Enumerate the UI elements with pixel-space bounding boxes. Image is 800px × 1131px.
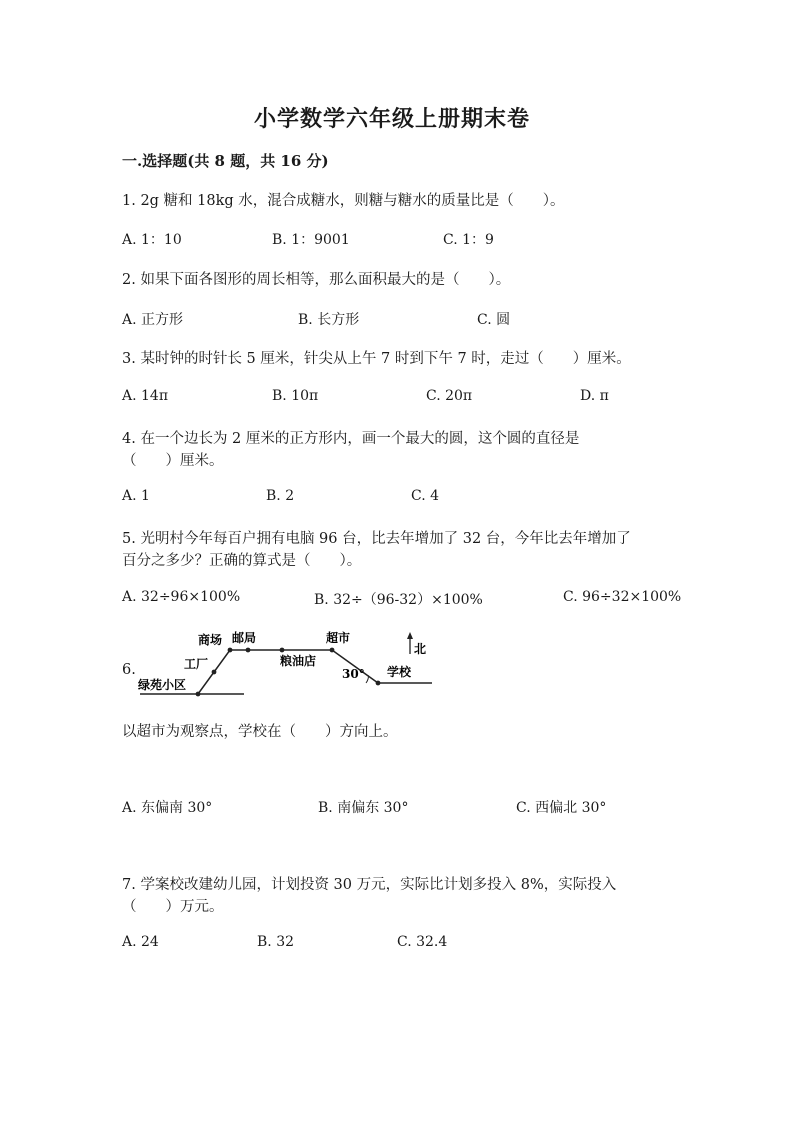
- map-point-shangchang: [228, 648, 233, 653]
- question-3-option-c: C. 20π: [426, 388, 473, 404]
- label-liangyoudian: 粮油店: [280, 654, 317, 668]
- question-7-option-b: B. 32: [257, 934, 295, 950]
- label-xuexiao: 学校: [387, 665, 412, 679]
- question-5-option-b: B. 32÷（96-32）×100%: [314, 592, 483, 608]
- question-4-option-c: C. 4: [411, 488, 440, 504]
- question-7-option-a: A. 24: [122, 934, 159, 950]
- question-6-option-b: B. 南偏东 30°: [318, 800, 409, 816]
- question-7-text-line2: （ ）万元。: [122, 899, 224, 915]
- label-youju: 邮局: [232, 631, 257, 645]
- question-6-text: 以超市为观察点，学校在（ ）方向上。: [122, 724, 398, 740]
- map-point-chaoshi: [330, 648, 335, 653]
- label-gongchang: 工厂: [184, 657, 209, 671]
- question-4-option-b: B. 2: [266, 488, 295, 504]
- question-6-option-a: A. 东偏南 30°: [122, 800, 213, 816]
- question-3-text: 3. 某时钟的时针长 5 厘米，针尖从上午 7 时到下午 7 时，走过（ ）厘米。: [122, 351, 631, 367]
- question-1-option-b: B. 1：9001: [272, 232, 350, 248]
- north-arrowhead: [407, 632, 413, 639]
- question-1-option-c: C. 1：9: [443, 232, 494, 248]
- map-point-lvyuan: [196, 692, 201, 697]
- label-lvyuan: 绿苑小区: [138, 678, 187, 692]
- question-2-text: 2. 如果下面各图形的周长相等，那么面积最大的是（ ）。: [122, 272, 511, 288]
- question-5-option-a: A. 32÷96×100%: [122, 589, 241, 605]
- label-chaoshi: 超市: [326, 631, 351, 645]
- question-5-text-line1: 5. 光明村今年每百户拥有电脑 96 台，比去年增加了 32 台，今年比去年增加了: [122, 531, 631, 547]
- label-angle: 30°: [342, 667, 365, 681]
- question-6-option-c: C. 西偏北 30°: [516, 800, 607, 816]
- question-2-option-b: B. 长方形: [298, 312, 360, 328]
- label-shangchang: 商场: [198, 633, 223, 647]
- question-3-option-b: B. 10π: [272, 388, 319, 404]
- label-north: 北: [414, 642, 427, 656]
- question-2-option-c: C. 圆: [477, 312, 511, 328]
- question-5-option-c: C. 96÷32×100%: [563, 589, 682, 605]
- question-4-text-line1: 4. 在一个边长为 2 厘米的正方形内，画一个最大的圆，这个圆的直径是: [122, 431, 580, 447]
- section-heading: 一.选择题(共 8 题，共 16 分): [122, 152, 329, 170]
- question-7-text-line1: 7. 学案校改建幼儿园，计划投资 30 万元，实际比计划多投入 8%，实际投入: [122, 877, 617, 893]
- angle-arc: [366, 675, 369, 683]
- route-map-figure: [130, 628, 440, 700]
- question-6-number: 6.: [122, 662, 136, 678]
- question-3-option-d: D. π: [580, 388, 609, 404]
- question-2-option-a: A. 正方形: [122, 312, 184, 328]
- question-4-text-line2: （ ）厘米。: [122, 453, 224, 469]
- question-3-option-a: A. 14π: [122, 388, 169, 404]
- map-point-youju: [246, 648, 251, 653]
- map-point-liangyoudian: [280, 648, 285, 653]
- map-point-xuexiao: [376, 681, 381, 686]
- question-7-option-c: C. 32.4: [397, 934, 448, 950]
- question-1-option-a: A. 1：10: [122, 232, 182, 248]
- question-1-text: 1. 2g 糖和 18kg 水，混合成糖水，则糖与糖水的质量比是（ ）。: [122, 193, 565, 209]
- map-point-gongchang: [212, 670, 217, 675]
- question-4-option-a: A. 1: [122, 488, 150, 504]
- question-5-text-line2: 百分之多少？正确的算式是（ ）。: [122, 553, 362, 569]
- page-title: 小学数学六年级上册期末卷: [254, 106, 531, 132]
